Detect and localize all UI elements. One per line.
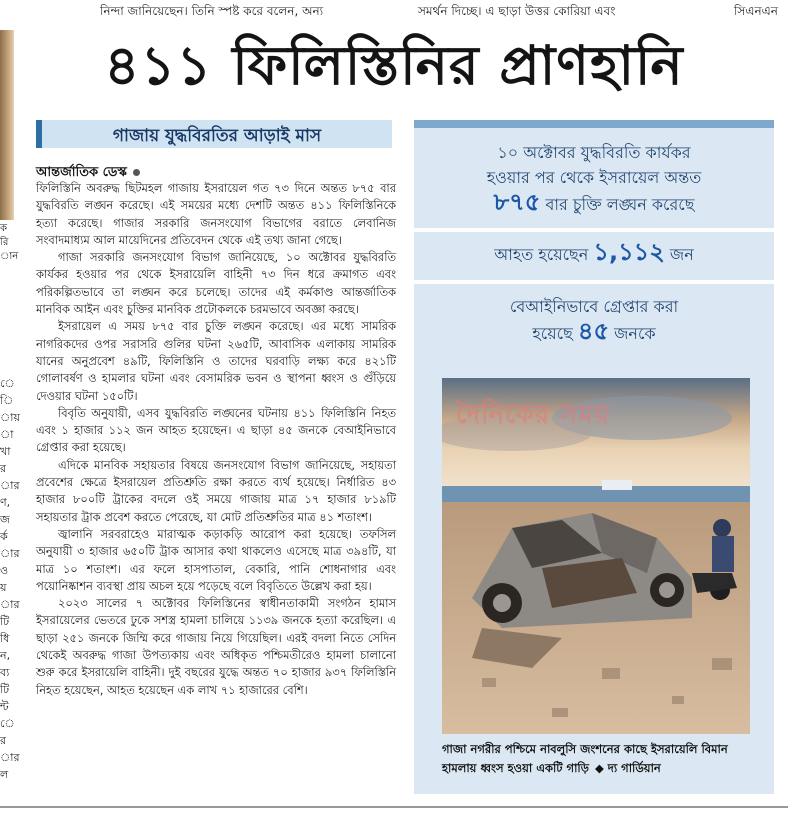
- article-paragraph: এদিকে মানবিক সহায়তার বিষয়ে জনসংযোগ বিভাগ জানিয়েছে, সহায়তা প্রবেশের ক্ষেত্রে ইসরায়েল প্রতিশ্রুতি রক্ষা করতে ব্যর্থ হয়েছে। নির্ধারিত ৪৩ হাজার ৮০০টি ট্রাকের বদলে ওই সময়ে গাজায় মাত্র ১৭ হাজার ৮১৯টি সহায়তার ট্রাক প্রবেশ করতে পেরেছে, যা মোট প্রতিশ্রুতির মাত্র ৪১ শতাংশ।: [36, 457, 396, 524]
- fragment-line: র: [0, 734, 7, 747]
- caption-text: গাজা নগরীর পশ্চিমে নাবলুসি জংশনের কাছে ইসরায়েলি বিমান হামলায় ধ্বংস হওয়া একটি গাড়ি: [442, 742, 728, 775]
- fragment-line: র: [0, 462, 7, 475]
- stat-text: হওয়ার পর থেকে ইসরায়েল অন্তত: [486, 168, 702, 187]
- fragment-line: ে: [0, 377, 15, 390]
- fragment-line: ান: [0, 251, 19, 262]
- divider: [414, 228, 774, 232]
- divider: [414, 280, 774, 284]
- bullet-icon: [133, 169, 140, 176]
- fragment-line: খা: [0, 445, 11, 458]
- adjacent-caption-fragment: [0, 222, 19, 264]
- fragment-line: ার: [0, 479, 20, 492]
- strip-text-3: সিএনএন: [734, 4, 778, 18]
- fragment-line: ক: [0, 223, 7, 234]
- bottom-rule: [0, 806, 788, 808]
- stat-number: ১,১১২: [593, 238, 665, 266]
- fragment-line: জ: [0, 513, 10, 526]
- stat-text-line: [414, 190, 774, 217]
- article-paragraph: ইসরায়েল এ সময় ৮৭৫ বার চুক্তি লঙ্ঘন করেছে। এর মধ্যে সামরিক নাগরিকদের ওপর সরাসরি গুলির ঘটনা ২৬৫টি, আবাসিক এলাকায় সামরিক যানের অনুপ্রবেশ ৪৯টি, ফিলিস্তিনি ও তাদের ঘরবাড়ি লক্ষ্য করে ৪২১টি গোলাবর্ষণ ও হামলার ঘটনা এবং বেসামরিক ভবন ও স্থাপনা ধ্বংস ও গুঁড়িয়ে দেওয়ার ঘটনা ১৫০টি।: [36, 319, 396, 403]
- fragment-line: ার: [0, 751, 20, 764]
- watermark: দৈনিকের সময়: [456, 400, 611, 430]
- stat-injured: [414, 240, 774, 267]
- article-paragraph: ফিলিস্তিনি অবরুদ্ধ ছিটমহল গাজায় ইসরায়েল গত ৭৩ দিনে অন্তত ৮৭৫ বার যুদ্ধবিরতি লঙ্ঘন করেছে। এই সময়ের মধ্যে দেশটি অন্তত ৪১১ ফিলিস্তিনিকে হত্যা করেছে। গাজার সরকারি জনসংযোগ বিভাগের বরাতে লেবানিজ সংবাদমাধ্যম আল মায়েদিনের প্রতিবেদন থেকে এই তথ্য জানা গেছে।: [36, 181, 396, 247]
- article-body: [36, 180, 396, 699]
- stat-text: ১০ অক্টোবর যুদ্ধবিরতি কার্যকর: [497, 143, 691, 162]
- fragment-line: ও: [0, 564, 9, 577]
- stat-number: ৮৭৫: [493, 188, 541, 216]
- fragment-line: া: [0, 428, 14, 441]
- byline-text: আন্তর্জাতিক ডেস্ক: [36, 165, 127, 180]
- fragment-line: ব্য: [0, 666, 10, 679]
- stat-text: জন: [664, 245, 694, 264]
- strip-text-2: সমর্থন দিচ্ছে। এ ছাড়া উত্তর কোরিয়া এবং: [418, 4, 616, 18]
- fragment-line: টি: [0, 683, 10, 696]
- stat-text: বেআইনিভাবে গ্রেপ্তার করা: [509, 297, 679, 316]
- previous-article-strip: [0, 0, 788, 22]
- headline: ৪১১ ফিলিস্তিনির প্রাণহানি: [104, 33, 684, 97]
- subhead-banner: [36, 120, 392, 148]
- fragment-line: ল: [0, 768, 9, 781]
- fragment-line: ার: [0, 598, 20, 611]
- sidebar-top-bar: [414, 120, 774, 128]
- photo-credit: ◆ দ্য গার্ডিয়ান: [594, 761, 661, 775]
- stat-arrested: [414, 294, 774, 346]
- fragment-line: ার: [0, 547, 20, 560]
- article-paragraph: গাজা সরকারি জনসংযোগ বিভাগ জানিয়েছে, ১০ অক্টোবর যুদ্ধবিরতি কার্যকর হওয়ার পর থেকে ইসরায়েলি বাহিনী ৭৩ দিন ধরে ক্রমাগত এবং পরিকল্পিতভাবে তা লঙ্ঘন করে চলেছে। তাদের এই কর্মকাণ্ড আন্তর্জাতিক মানবিক আইন এবং চুক্তির মানবিক প্রটোকলকে চরমভাবে অবজ্ঞা করছে।: [36, 250, 396, 317]
- fragment-line: র্ক: [0, 530, 8, 543]
- fragment-line: ে: [0, 717, 15, 730]
- article-paragraph: বিবৃতি অনুযায়ী, এসব যুদ্ধবিরতি লঙ্ঘনের ঘটনায় ৪১১ ফিলিস্তিনি নিহত এবং ১ হাজার ১১২ জন আহত হয়েছেন। এ ছাড়া ৪৫ জনকে বেআইনিভাবে গ্রেপ্তার করা হয়েছে।: [36, 405, 396, 455]
- stat-text: হয়েছে: [532, 324, 578, 343]
- stat-violations: [414, 140, 774, 217]
- fragment-line: ি: [0, 394, 14, 407]
- photo-caption: [442, 740, 762, 778]
- adjacent-article-text: [0, 375, 20, 783]
- stat-text: জনকে: [609, 324, 656, 343]
- fragment-line: ধি: [0, 632, 10, 645]
- article-paragraph: ২০২৩ সালের ৭ অক্টোবর ফিলিস্তিনের স্বাধীনতাকামী সংগঠন হামাস ইসরায়েলের ভেতরে ঢুকে সশস্ত্র হামলা চালিয়ে ১১৩৯ জনকে হত্যা করেছিল। এ ছাড়া ২৫১ জনকে জিম্মি করে গাজায় নিয়ে গিয়েছিল। এরই বদলা নিতে সেদিন থেকেই অবরুদ্ধ গাজা উপত্যকায় এবং অধিকৃত পশ্চিমতীরেও হামলা চালানো শুরু করে ইসরায়েলি বাহিনী। দুই বছরের যুদ্ধে অন্তত ৭০ হাজার ৯৩৭ ফিলিস্তিনি নিহত হয়েছেন, আহত হয়েছেন এক লাখ ৭১ হাজারের বেশি।: [36, 596, 396, 697]
- fragment-line: ায়: [0, 411, 20, 424]
- stat-number: ৪৫: [577, 317, 610, 345]
- article-paragraph: জ্বালানি সরবরাহেও মারাত্মক কড়াকড়ি আরোপ করা হয়েছে। তফসিল অনুযায়ী ৩ হাজার ৬৫০টি ট্রাক আসার কথা থাকলেও এসেছে মাত্র ৩৯৪টি, যা মাত্র ১০ শতাংশ। এর ফলে হাসপাতাল, বেকারি, পানি শোধনাগার এবং পয়োনিষ্কাশন ব্যবস্থা প্রায় অচল হয়ে পড়েছে বলে বিবৃতিতে উল্লেখ করা হয়।: [36, 526, 396, 593]
- stat-text: আহত হয়েছেন: [494, 245, 594, 264]
- subhead-text: গাজায় যুদ্ধবিরতির আড়াই মাস: [112, 126, 322, 146]
- fragment-line: টি: [0, 615, 10, 628]
- fragment-line: ন,: [0, 649, 11, 662]
- fragment-line: ণ,: [0, 496, 11, 509]
- fragment-line: য়: [0, 581, 7, 594]
- strip-text-1: নিন্দা জানিয়েছেন। তিনি স্পষ্ট করে বলেন, অন্য: [100, 4, 324, 18]
- stat-text: বার চুক্তি লঙ্ঘন করেছে: [540, 195, 695, 214]
- stat-text-line: [414, 319, 774, 346]
- fragment-line: ন্ট: [0, 700, 9, 713]
- fragment-line: রি: [0, 237, 9, 248]
